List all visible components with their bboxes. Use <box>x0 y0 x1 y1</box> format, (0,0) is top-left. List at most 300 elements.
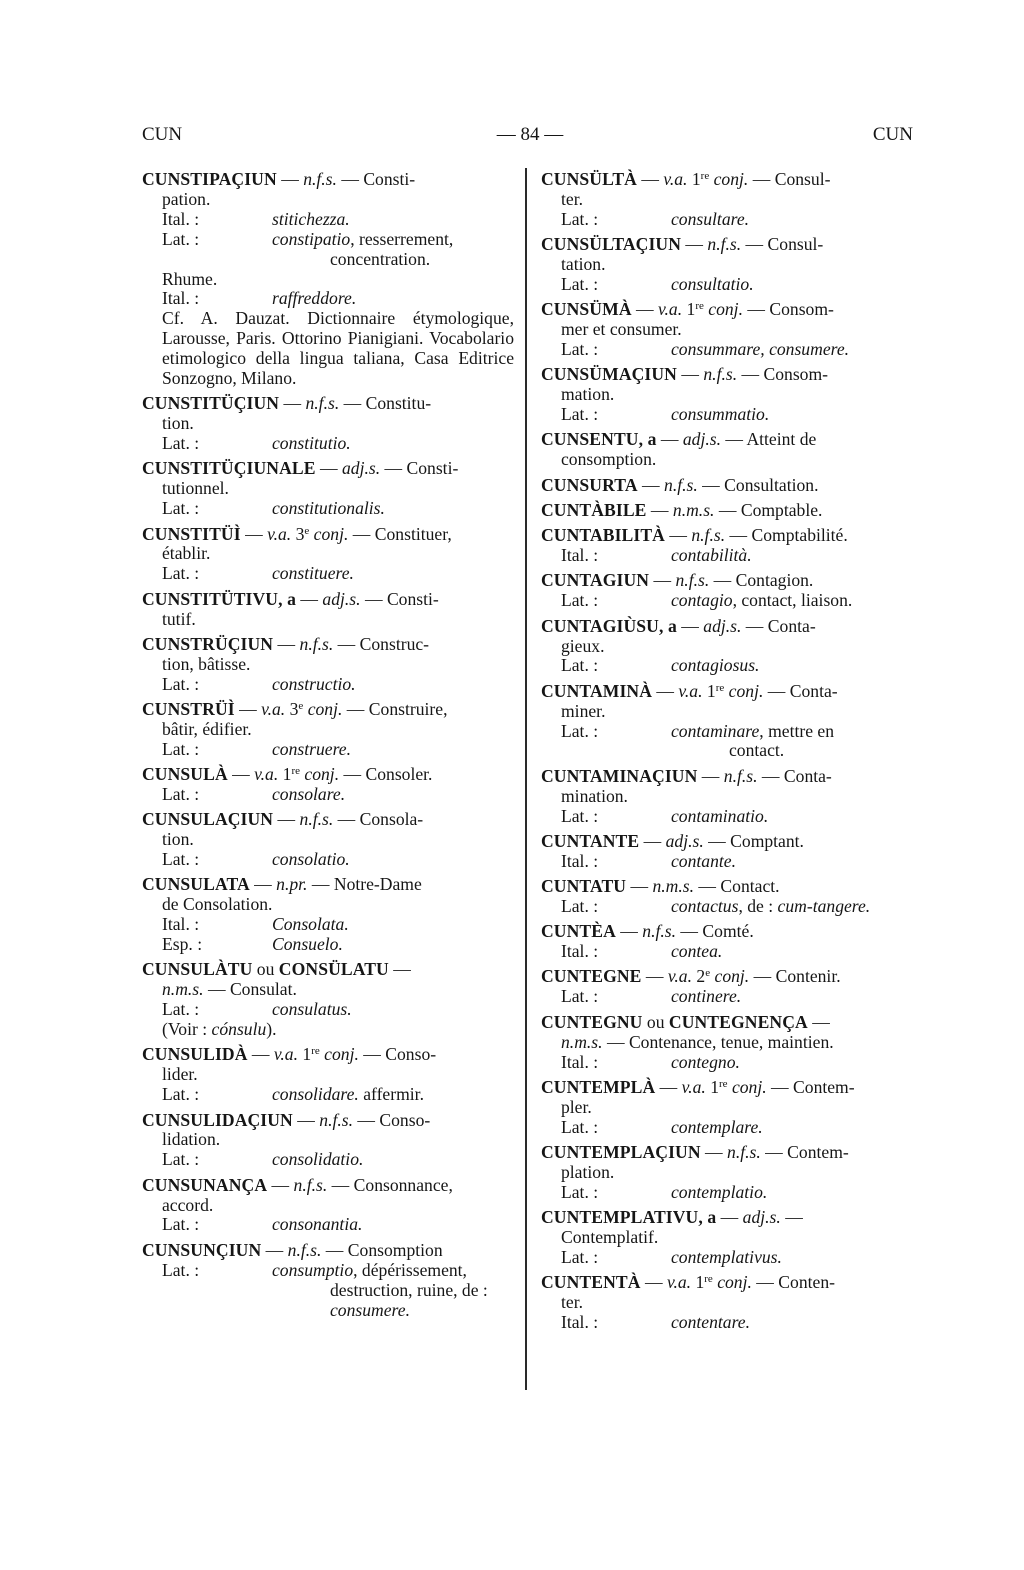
dash: — <box>785 1207 803 1228</box>
language-value <box>272 915 514 935</box>
dictionary-entry <box>142 875 514 955</box>
entry-headline: CUNTEMPLATIVU, a — adj.s. — <box>541 1207 803 1228</box>
see-end: ). <box>266 1019 277 1040</box>
language-label: Ital. : <box>561 1051 599 1072</box>
dictionary-entry <box>541 476 913 496</box>
language-value <box>671 1053 913 1073</box>
language-equivalent <box>541 546 913 566</box>
language-label: Lat. : <box>162 498 200 519</box>
definition-continuation: mination. <box>561 785 628 806</box>
headword: CUNSULIDAÇIUN <box>142 1109 293 1130</box>
conjugation-number: 1 <box>710 1076 719 1097</box>
definition-continuation: établir. <box>162 543 211 564</box>
language-label: Lat. : <box>561 590 599 611</box>
dictionary-entry <box>541 571 913 611</box>
dictionary-entry <box>541 832 913 872</box>
headword: CUNTANTE <box>541 830 640 851</box>
language-equivalent <box>142 740 514 760</box>
entry-headline: CUNSUNANÇA — n.f.s. — Consonnance, <box>142 1174 453 1195</box>
conjugation-label: conj. <box>731 1076 767 1097</box>
headword: CUNSURTA <box>541 474 638 495</box>
grammar-tag: n.f.s. <box>723 765 758 786</box>
headword: CUNTEMPLATIVU, a <box>541 1207 717 1228</box>
headword: CUNSTITÜTIVU, a <box>142 588 297 609</box>
language-label: Lat. : <box>561 273 599 294</box>
grammar-tag: adj.s. <box>682 429 722 450</box>
grammar-tag: v.a. <box>666 1272 692 1293</box>
dictionary-entry <box>142 700 514 760</box>
language-value <box>272 675 514 695</box>
bibliographic-reference: Cf. A. Dauzat. Dictionnaire étymologique, Larousse, Paris. Ottorino Pianigiani. Vocabolario etimologico della lingua taliana, Casa Editrice Sonzogno, Milano. <box>162 308 514 389</box>
dictionary-entry <box>142 765 514 805</box>
entry-headline: CUNTAMINÀ — v.a. 1re conj. — Conta- <box>541 680 838 701</box>
dictionary-entry <box>541 170 913 230</box>
headword: CUNSÜLTÀ <box>541 169 637 189</box>
conjunction-or: ou <box>646 1011 665 1032</box>
gloss: , de : <box>738 895 774 916</box>
definition: Consoler. <box>365 764 433 785</box>
headword: CUNTEGNU <box>541 1011 643 1032</box>
definition: Constitu- <box>365 393 432 414</box>
entry-headline: CUNTAMINAÇIUN — n.f.s. — Conta- <box>541 765 832 786</box>
entry-headline: CUNSULIDAÇIUN — n.f.s. — Conso- <box>142 1109 431 1130</box>
dictionary-entry <box>142 525 514 585</box>
headword: CUNSTRÜÇIUN <box>142 633 274 654</box>
language-label: Lat. : <box>561 655 599 676</box>
etymon: contante. <box>671 850 736 871</box>
language-label: Lat. : <box>561 208 599 229</box>
definition-continuation: lider. <box>162 1064 198 1085</box>
gloss-more: concentration. <box>330 248 431 269</box>
etymon-2: consumere. <box>769 339 850 360</box>
etymon: Consuelo. <box>272 934 343 955</box>
etymon: contemplativus. <box>671 1246 782 1267</box>
dictionary-entry <box>541 682 913 762</box>
entry-continuation: n.m.s. — Contenance, tenue, maintien. <box>561 1031 834 1052</box>
definition: Consultation. <box>724 474 819 495</box>
language-equivalent <box>142 564 514 584</box>
dictionary-entry <box>541 235 913 295</box>
dictionary-entry <box>541 967 913 1007</box>
dictionary-entry <box>541 1013 913 1073</box>
left-column <box>142 170 514 1326</box>
definition-continuation: miner. <box>561 700 606 721</box>
language-label: Lat. : <box>561 1181 599 1202</box>
conjugation-ordinal: re <box>291 765 300 778</box>
conjugation-number: 1 <box>691 169 701 189</box>
etymon: contentare. <box>671 1311 750 1332</box>
definition-continuation: Contemplatif. <box>561 1226 659 1247</box>
grammar-tag: v.a. <box>267 523 292 544</box>
language-equivalent <box>142 915 514 935</box>
definition: Notre-Dame <box>333 874 422 895</box>
definition: Conta- <box>789 680 838 701</box>
headword: CUNSULÀ <box>142 764 228 785</box>
definition-continuation: bâtir, édifier. <box>162 718 252 739</box>
definition: Comté. <box>702 921 754 942</box>
etymon: continere. <box>671 986 742 1007</box>
language-equivalent <box>142 785 514 805</box>
etymon: consolidare. <box>272 1084 359 1105</box>
entry-headline: CUNSUNÇIUN — n.f.s. — Consomption <box>142 1239 443 1260</box>
language-label: Lat. : <box>561 1246 599 1267</box>
headword: CUNTAMINÀ <box>541 680 653 701</box>
language-label: Lat. : <box>162 738 200 759</box>
language-equivalent <box>541 275 913 295</box>
language-equivalent <box>541 897 913 917</box>
running-head-right: CUN <box>872 124 913 145</box>
headword: CUNSENTU, a <box>541 429 657 450</box>
language-equivalent <box>541 942 913 962</box>
grammar-tag: n.f.s. <box>303 169 337 189</box>
headword: CUNSUNANÇA <box>142 1174 268 1195</box>
language-equivalent <box>142 1150 514 1170</box>
headword-variant: CONSÜLATU <box>278 959 389 980</box>
column-divider <box>525 168 527 1390</box>
conjugation-label: conj. <box>713 169 749 189</box>
conjugation-ordinal: re <box>700 170 710 182</box>
entry-headline: CUNTAGIÙSU, a — adj.s. — Conta- <box>541 615 816 636</box>
language-value <box>272 1150 514 1170</box>
etymon-more: consumere. <box>330 1299 410 1320</box>
entry-headline: CUNSULÀ — v.a. 1re conj. — Consoler. <box>142 764 433 785</box>
language-label: Ital. : <box>162 208 200 229</box>
entry-headline: CUNTANTE — adj.s. — Comptant. <box>541 830 804 851</box>
language-value <box>671 942 913 962</box>
headword: CUNSULATA <box>142 874 250 895</box>
grammar-tag: n.f.s. <box>727 1141 761 1162</box>
language-value <box>671 275 913 295</box>
language-label: Ital. : <box>561 941 599 962</box>
language-label: Lat. : <box>162 673 200 694</box>
dictionary-entry <box>541 1273 913 1333</box>
grammar-tag: adj.s. <box>742 1207 781 1228</box>
entry-headline: CUNSÜLTÀ — v.a. 1re conj. — Consul- <box>541 169 831 189</box>
etymon: consolare. <box>272 784 346 805</box>
etymon: consummare, <box>671 339 765 360</box>
entry-headline: CUNSULAÇIUN — n.f.s. — Consola- <box>142 809 424 830</box>
gloss: , resserrement, <box>350 228 454 249</box>
etymon: contagiosus. <box>671 655 760 676</box>
definition-continuation: tion. <box>162 829 194 850</box>
headword: CUNTATU <box>541 876 627 897</box>
language-equivalent <box>142 499 514 519</box>
definition-continuation: accord. <box>162 1194 214 1215</box>
definition: Consomption <box>347 1239 443 1260</box>
grammar-tag: n.f.s. <box>305 393 340 414</box>
page-number: — 84 — <box>496 124 564 145</box>
language-equivalent <box>142 1085 514 1105</box>
language-equivalent <box>142 434 514 454</box>
dictionary-entry <box>142 810 514 870</box>
dictionary-entry <box>541 501 913 521</box>
language-value <box>671 210 913 230</box>
definition-continuation: tutif. <box>162 608 196 629</box>
cross-reference <box>142 1020 514 1040</box>
conjugation-ordinal: re <box>695 300 704 313</box>
language-label: Lat. : <box>162 1214 200 1235</box>
language-value <box>671 807 913 827</box>
etymon: contabilità. <box>671 545 752 566</box>
grammar-tag: n.f.s. <box>293 1174 328 1195</box>
grammar-tag: n.f.s. <box>287 1239 322 1260</box>
definition: Conten- <box>778 1272 835 1293</box>
language-label: Ital. : <box>561 850 599 871</box>
conjugation-label: conj. <box>714 966 750 987</box>
entry-headline: CUNSTITÜTIVU, a — adj.s. — Consti- <box>142 588 439 609</box>
etymon: raffreddore. <box>272 288 357 309</box>
language-label: Lat. : <box>561 339 599 360</box>
language-label: Lat. : <box>162 433 200 454</box>
conjugation-ordinal: re <box>718 1077 728 1090</box>
gloss: , dépérissement, <box>353 1259 467 1280</box>
etymon: contemplatio. <box>671 1181 768 1202</box>
etymon: consonantia. <box>272 1214 363 1235</box>
language-value <box>272 289 514 309</box>
definition-continuation: lidation. <box>162 1129 221 1150</box>
conjugation-label: conj. <box>717 1272 752 1293</box>
entry-headline: CUNTÈA — n.f.s. — Comté. <box>541 921 754 942</box>
entry-headline: CUNSÜMAÇIUN — n.f.s. — Consom- <box>541 364 829 385</box>
definition: Atteint de <box>746 429 817 450</box>
definition-continuation: ter. <box>561 1292 583 1313</box>
language-value <box>272 1000 514 1020</box>
language-label: Lat. : <box>162 999 200 1020</box>
definition: Contagion. <box>735 570 814 591</box>
definition: Consom- <box>769 299 834 320</box>
dictionary-entry <box>142 170 514 389</box>
language-equivalent <box>142 675 514 695</box>
definition: Consom- <box>763 364 829 385</box>
headword: CUNTEMPLAÇIUN <box>541 1141 701 1162</box>
dictionary-entry <box>142 635 514 695</box>
definition-continuation: mer et consumer. <box>561 319 682 340</box>
language-value <box>272 1215 514 1235</box>
headword: CUNTEMPLÀ <box>541 1076 656 1097</box>
grammar-tag: n.f.s. <box>642 921 677 942</box>
conjugation-label: conj. <box>313 523 349 544</box>
grammar-tag: n.f.s. <box>707 234 742 255</box>
conjugation-ordinal: e <box>298 700 304 712</box>
language-equivalent <box>541 1118 913 1138</box>
headword: CUNSTITÜÇIUNALE <box>142 458 316 479</box>
entry-headline: CUNSTRÜÇIUN — n.f.s. — Construc- <box>142 633 430 654</box>
language-equivalent <box>541 1313 913 1333</box>
etymon: consolidatio. <box>272 1149 364 1170</box>
etymon: constitutionalis. <box>272 498 385 519</box>
etymon: constipatio <box>272 228 351 249</box>
definition-continuation: pation. <box>162 188 211 209</box>
gloss-continuation <box>272 1281 514 1321</box>
sense-note: Rhume. <box>162 268 218 289</box>
entry-headline: CUNSURTA — n.f.s. — Consultation. <box>541 474 819 495</box>
language-label: Ital. : <box>561 545 599 566</box>
grammar-tag: adj.s. <box>322 588 361 609</box>
language-label: Lat. : <box>561 805 599 826</box>
etymon: contagio <box>671 590 733 611</box>
dictionary-entry <box>541 617 913 677</box>
language-value <box>272 1085 514 1105</box>
headword-variant: CUNTEGNENÇA <box>668 1011 808 1032</box>
definition-continuation: tutionnel. <box>162 478 229 499</box>
language-value <box>671 1183 913 1203</box>
definition: Consul- <box>774 169 831 189</box>
dash: — <box>393 959 411 980</box>
definition: Conso- <box>379 1109 431 1130</box>
conjugation-label: conj. <box>307 699 343 719</box>
grammar-tag: v.a. <box>254 764 279 785</box>
language-equivalent <box>142 1000 514 1020</box>
see-label: (Voir : <box>162 1019 208 1040</box>
language-equivalent <box>541 591 913 611</box>
entry-headline: CUNTEMPLAÇIUN — n.f.s. — Contem- <box>541 1141 849 1162</box>
definition: Construire, <box>368 699 448 719</box>
conjugation-ordinal: re <box>704 1273 713 1286</box>
headword: CUNSÜMAÇIUN <box>541 364 677 385</box>
dictionary-entry <box>541 1208 913 1268</box>
grammar-tag: n.m.s. <box>672 499 715 520</box>
definition: Consul- <box>767 234 824 255</box>
entry-headline: CUNTENTÀ — v.a. 1re conj. — Conten- <box>541 1272 835 1293</box>
etymon: contegno. <box>671 1051 740 1072</box>
grammar-tag: n.f.s. <box>675 570 710 591</box>
entry-headline: CUNTÀBILE — n.m.s. — Comptable. <box>541 499 823 520</box>
definition: Consti- <box>406 458 459 479</box>
language-value <box>671 897 913 917</box>
language-equivalent <box>541 656 913 676</box>
headword: CUNTENTÀ <box>541 1272 641 1293</box>
entry-headline: CUNSÜMÀ — v.a. 1re conj. — Consom- <box>541 299 834 320</box>
conjugation-ordinal: e <box>304 524 310 537</box>
language-label: Lat. : <box>162 1149 200 1170</box>
language-value <box>671 340 913 360</box>
dictionary-entry <box>142 394 514 454</box>
headword: CUNTAGIÙSU, a <box>541 615 677 636</box>
grammar-tag: n.m.s. <box>652 876 695 897</box>
dictionary-entry <box>541 922 913 962</box>
language-equivalent <box>142 289 514 309</box>
definition: Consola- <box>359 809 424 830</box>
headword: CUNTAMINAÇIUN <box>541 765 698 786</box>
language-value <box>272 740 514 760</box>
language-equivalent <box>142 935 514 955</box>
language-value <box>272 785 514 805</box>
definition-continuation: tation. <box>561 254 606 275</box>
dictionary-entry <box>541 430 913 470</box>
entry-continuation: n.m.s. — Consulat. <box>162 979 297 1000</box>
language-label: Ital. : <box>162 914 200 935</box>
conjugation-ordinal: re <box>311 1045 320 1058</box>
entry-headline: CUNSTITÜÇIUN — n.f.s. — Constitu- <box>142 393 432 414</box>
grammar-tag: n.f.s. <box>703 364 738 385</box>
grammar-tag: v.a. <box>681 1076 706 1097</box>
language-value <box>272 935 514 955</box>
running-head-left: CUN <box>142 124 183 145</box>
dash: — <box>812 1011 830 1032</box>
language-equivalent <box>541 1248 913 1268</box>
conjugation-label: conj. <box>728 680 764 701</box>
dictionary-entry <box>541 526 913 566</box>
grammar-tag: n.f.s. <box>319 1109 353 1130</box>
headword: CUNSTITÜÌ <box>142 523 241 544</box>
entry-headline: CUNSTITÜÇIUNALE — adj.s. — Consti- <box>142 458 459 479</box>
grammar-tag: v.a. <box>663 169 688 189</box>
definition-continuation: mation. <box>561 384 615 405</box>
definition: Consti- <box>363 169 416 189</box>
conjugation-ordinal: re <box>715 681 725 694</box>
language-equivalent <box>541 987 913 1007</box>
grammar-tag: adj.s. <box>665 830 704 851</box>
headword: CUNSTITÜÇIUN <box>142 393 280 414</box>
conjugation-number: 1 <box>302 1044 312 1065</box>
grammar-tag: v.a. <box>667 966 693 987</box>
conjugation-number: 1 <box>695 1272 705 1293</box>
etymon: consulatus. <box>272 999 352 1020</box>
language-value <box>671 1313 913 1333</box>
language-value <box>671 656 913 676</box>
language-value <box>671 1248 913 1268</box>
conjugation-number: 1 <box>686 299 696 320</box>
headword: CUNTAGIUN <box>541 570 650 591</box>
definition-continuation: ter. <box>561 188 583 209</box>
language-label: Ital. : <box>561 1311 599 1332</box>
definition-continuation: consomption. <box>561 449 657 470</box>
language-label: Lat. : <box>561 986 599 1007</box>
conjugation-label: conj. <box>324 1044 359 1065</box>
etymon: constructio. <box>272 673 356 694</box>
language-value <box>272 230 514 270</box>
dictionary-entry <box>541 1078 913 1138</box>
language-equivalent <box>541 1183 913 1203</box>
headword: CUNSTIPAÇIUN <box>142 169 277 189</box>
conjunction-or: ou <box>256 959 275 980</box>
etymon: contaminatio. <box>671 805 769 826</box>
conjugation-number: 2 <box>696 966 706 987</box>
language-value <box>671 546 913 566</box>
language-equivalent <box>541 405 913 425</box>
dictionary-entry <box>142 590 514 630</box>
etymon: constituere. <box>272 563 354 584</box>
language-value <box>272 564 514 584</box>
entry-headline: CUNSTRÜÌ — v.a. 3e conj. — Construire, <box>142 699 448 719</box>
headword: CUNTÈA <box>541 921 616 942</box>
definition: Constituer, <box>374 523 452 544</box>
etymon: contea. <box>671 941 723 962</box>
entry-headline: CUNTEGNE — v.a. 2e conj. — Contenir. <box>541 966 841 987</box>
definition: Contem- <box>793 1076 855 1097</box>
headword: CUNTÀBILE <box>541 499 647 520</box>
definition-continuation: plation. <box>561 1161 615 1182</box>
definition: Contem- <box>787 1141 849 1162</box>
grammar-tag: v.a. <box>261 699 286 719</box>
language-equivalent <box>142 210 514 230</box>
dictionary-entry <box>142 1045 514 1105</box>
dictionary-entry <box>142 1241 514 1321</box>
definition: Contenance, tenue, maintien. <box>628 1031 834 1052</box>
language-label: Lat. : <box>162 849 200 870</box>
gloss: , mettre en <box>759 720 835 741</box>
etymon: contactus <box>671 895 739 916</box>
see-target: cónsulu <box>211 1019 267 1040</box>
entry-headline: CUNTABILITÀ — n.f.s. — Comptabilité. <box>541 525 848 546</box>
definition: Conta- <box>767 615 816 636</box>
gloss-continuation <box>272 250 514 270</box>
language-value <box>671 852 913 872</box>
definition: Conso- <box>385 1044 437 1065</box>
language-value <box>671 591 913 611</box>
headword: CUNSULAÇIUN <box>142 809 274 830</box>
definition: Comptant. <box>730 830 804 851</box>
